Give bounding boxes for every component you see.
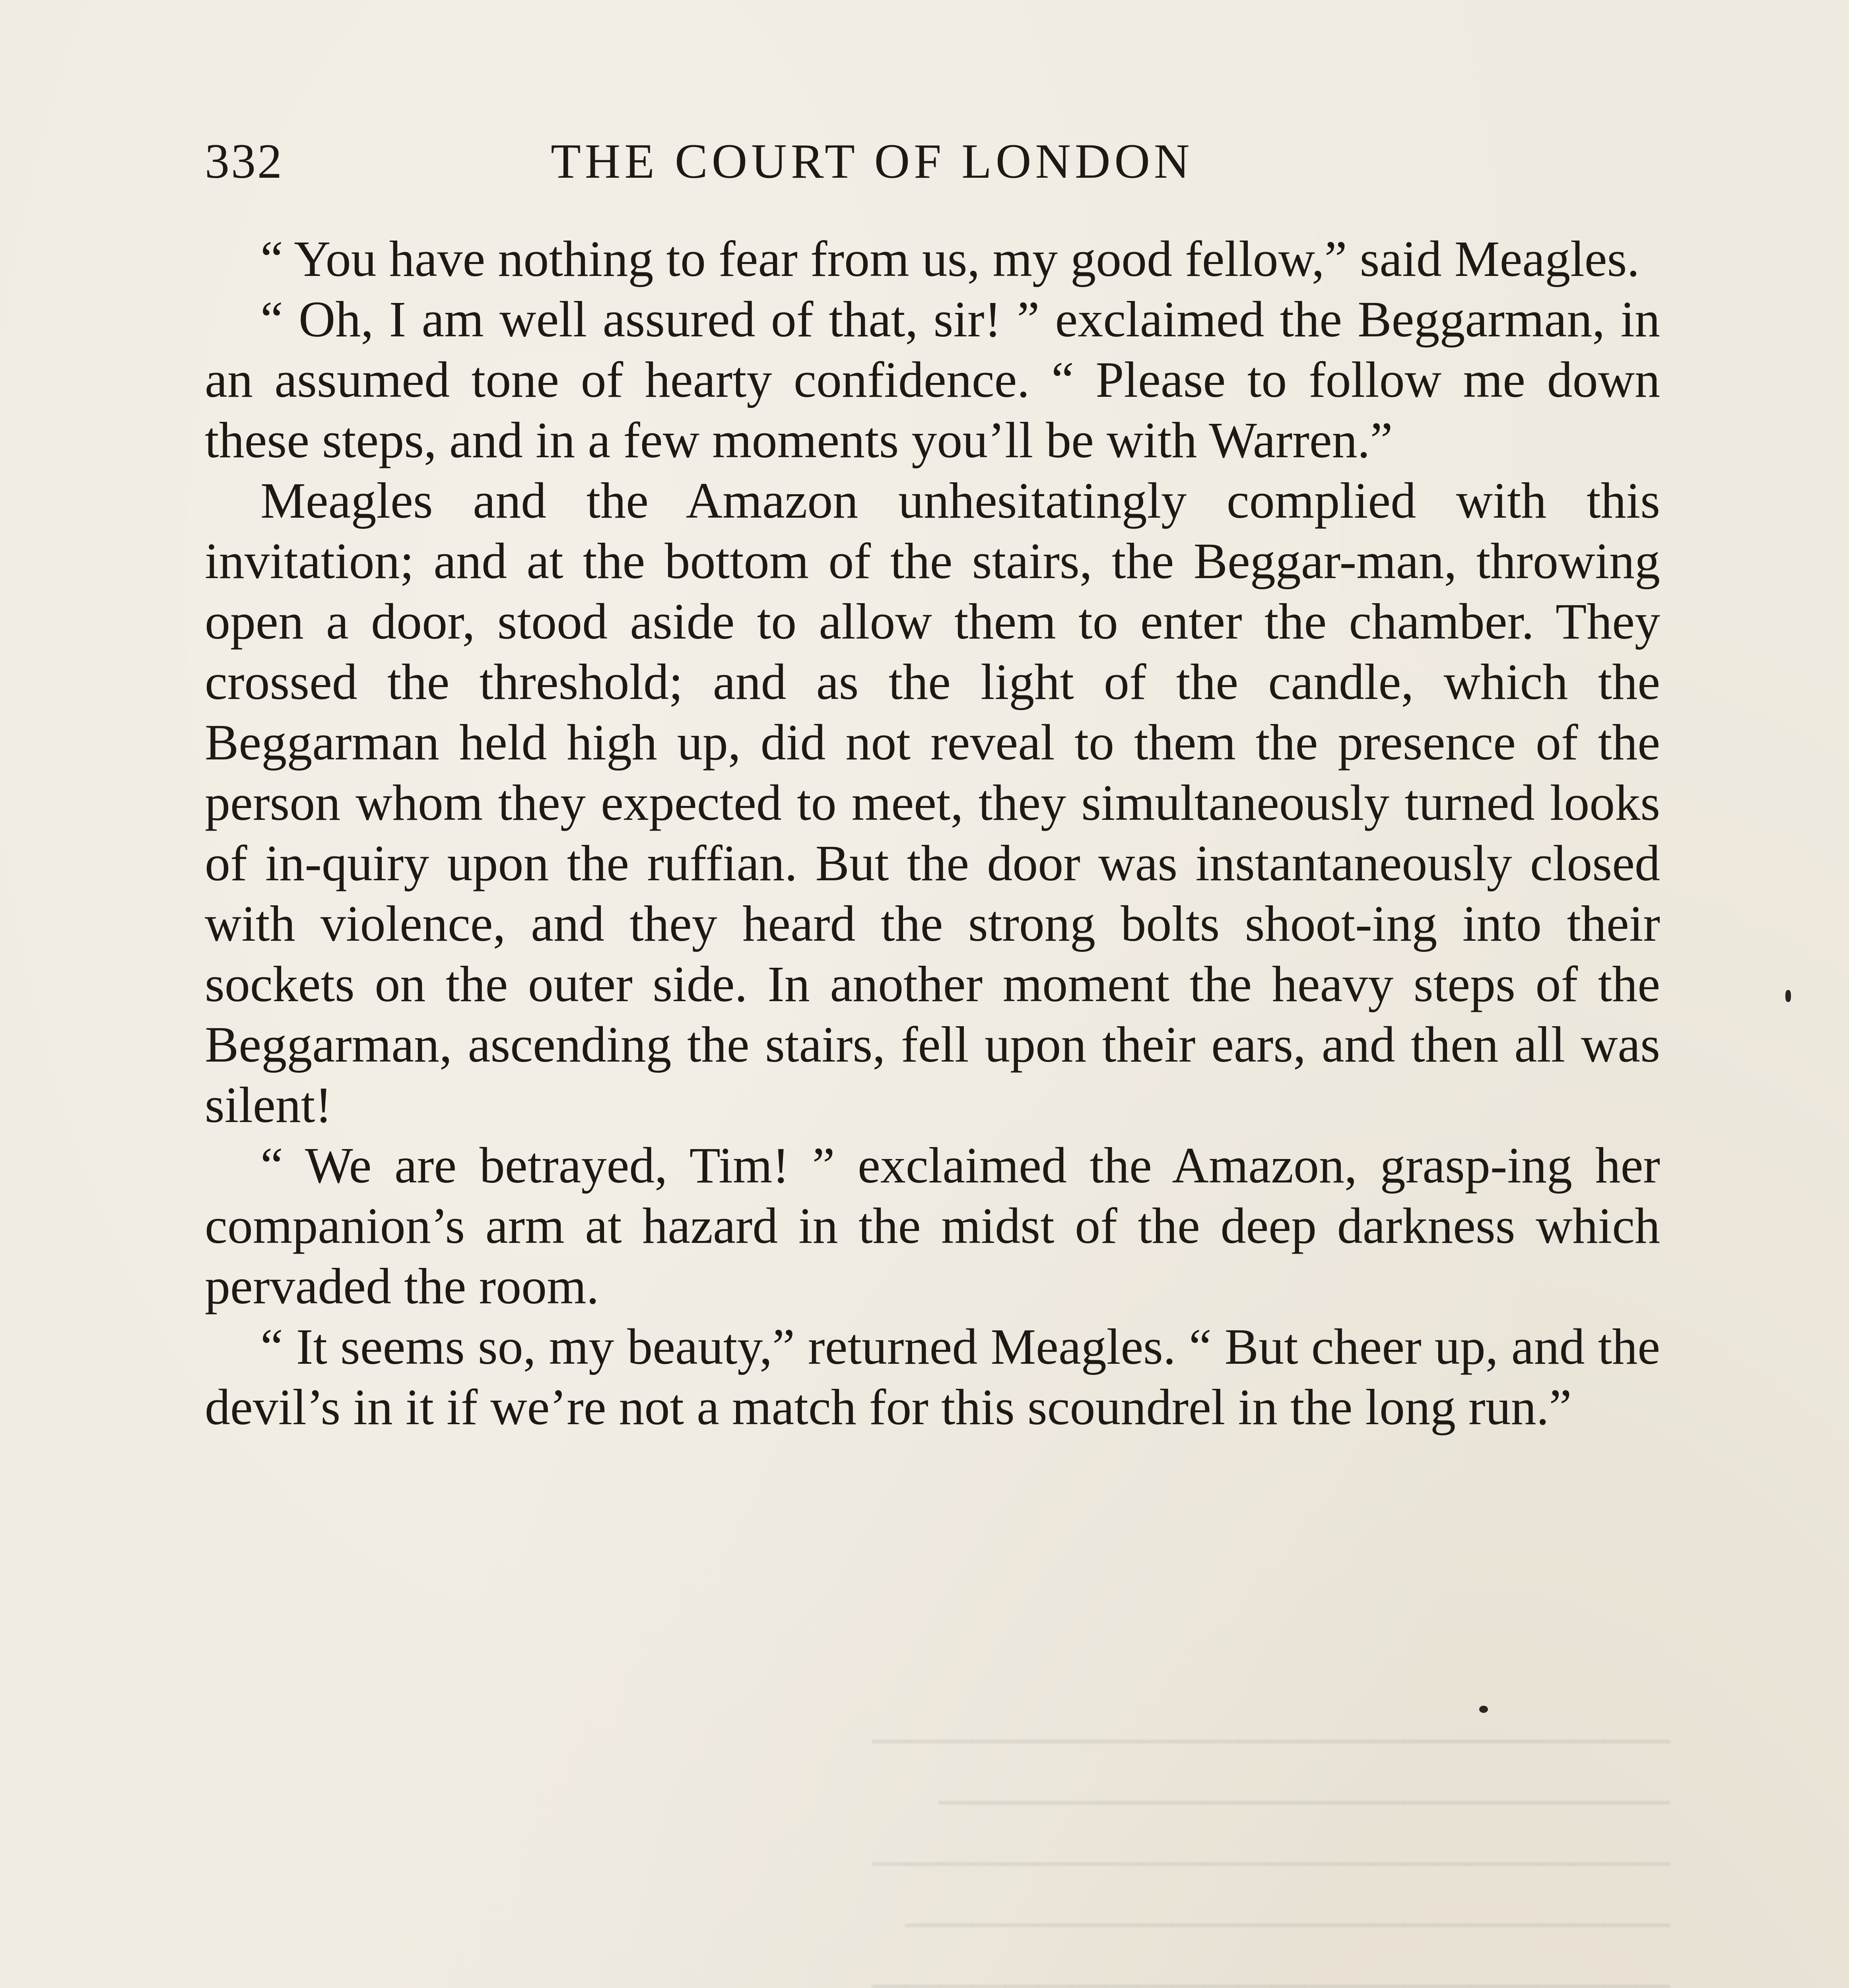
paper-speck: [1785, 990, 1791, 1002]
paragraph: “ It seems so, my beauty,” returned Meagles. “ But cheer up, and the devil’s in it if we’re not a match for this scoundrel in the long run.”: [205, 1318, 1660, 1435]
paper-speck: [1479, 1706, 1488, 1713]
paragraph: “ You have nothing to fear from us, my good fellow,” said Meagles.: [260, 231, 1640, 287]
show-through-texture: ──────────────────────── ────────────────────── ──────────────────────── ─────────────────────── ────────────────────────: [872, 1714, 1670, 1988]
paragraph: “ We are betrayed, Tim! ” exclaimed the Amazon, grasp-ing her companion’s arm at hazard in the midst of the deep darkness which pervaded the room.: [205, 1137, 1660, 1314]
page-number: 332: [205, 134, 284, 188]
paragraph: Meagles and the Amazon unhesitatingly complied with this invitation; and at the bottom of the stairs, the Beggar-man, throwing open a door, stood aside to allow them to enter the chamber. They crossed the threshold; and as the light of the candle, which the Beggarman held high up, did not reveal to them the presence of the person whom they expected to meet, they simultaneously turned looks of in-quiry upon the ruffian. But the door was instantaneously closed with violence, and they heard the strong bolts shoot-ing into their sockets on the outer side. In another moment the heavy steps of the Beggarman, ascending the stairs, fell upon their ears, and then all was silent!: [205, 472, 1660, 1133]
paragraph: “ Oh, I am well assured of that, sir! ” exclaimed the Beggarman, in an assumed tone of hearty confidence. “ Please to follow me down these steps, and in a few moments you’ll be with Warren.”: [205, 291, 1660, 468]
page-header: [205, 133, 1660, 197]
running-head: THE COURT OF LONDON: [551, 134, 1194, 188]
body-text: [205, 229, 1660, 1437]
